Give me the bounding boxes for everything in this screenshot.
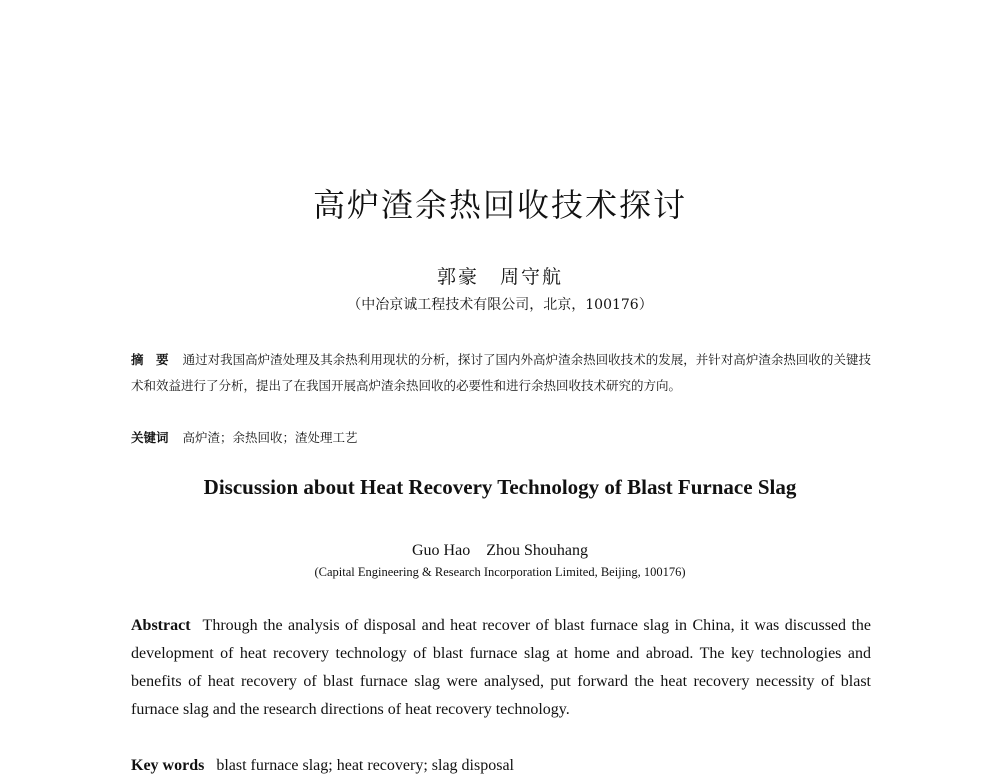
chinese-keywords (131, 425, 871, 451)
english-keywords-text: blast furnace slag; heat recovery; slag disposal (216, 757, 514, 774)
english-abstract-text: Through the analysis of disposal and heat recover of blast furnace slag in China, it was discussed the development of heat recovery technology of blast furnace slag at home and abroad. The key technologies and benefits of heat recovery of blast furnace slag were analysed, put forward the heat recovery necessity of blast furnace slag and the research directions of heat recovery technology. (131, 617, 871, 718)
english-abstract-label: Abstract (131, 617, 191, 634)
chinese-abstract-label: 摘 要 (131, 352, 169, 367)
chinese-abstract-text: 通过对我国高炉渣处理及其余热利用现状的分析，探讨了国内外高炉渣余热回收技术的发展，并针对高炉渣余热回收的关键技术和效益进行了分析，提出了在我国开展高炉渣余热回收的必要性和进行余热回收技术研究的方向。 (131, 352, 871, 393)
chinese-affiliation: （中冶京诚工程技术有限公司，北京，100176） (347, 297, 653, 313)
chinese-authors: 郭豪 周守航 (436, 266, 563, 288)
english-keywords-label: Key words (131, 757, 205, 774)
chinese-keywords-text: 高炉渣；余热回收；渣处理工艺 (182, 430, 358, 445)
chinese-title: 高炉渣余热回收技术探讨 (312, 186, 687, 224)
english-title: Discussion about Heat Recovery Technology of Blast Furnace Slag (203, 475, 797, 499)
chinese-abstract (131, 347, 871, 399)
english-keywords (131, 752, 871, 780)
english-authors: Guo Hao Zhou Shouhang (412, 542, 588, 559)
chinese-keywords-label: 关键词 (131, 430, 169, 445)
english-abstract (131, 612, 871, 724)
english-affiliation: (Capital Engineering & Research Incorporation Limited, Beijing, 100176) (314, 565, 686, 579)
